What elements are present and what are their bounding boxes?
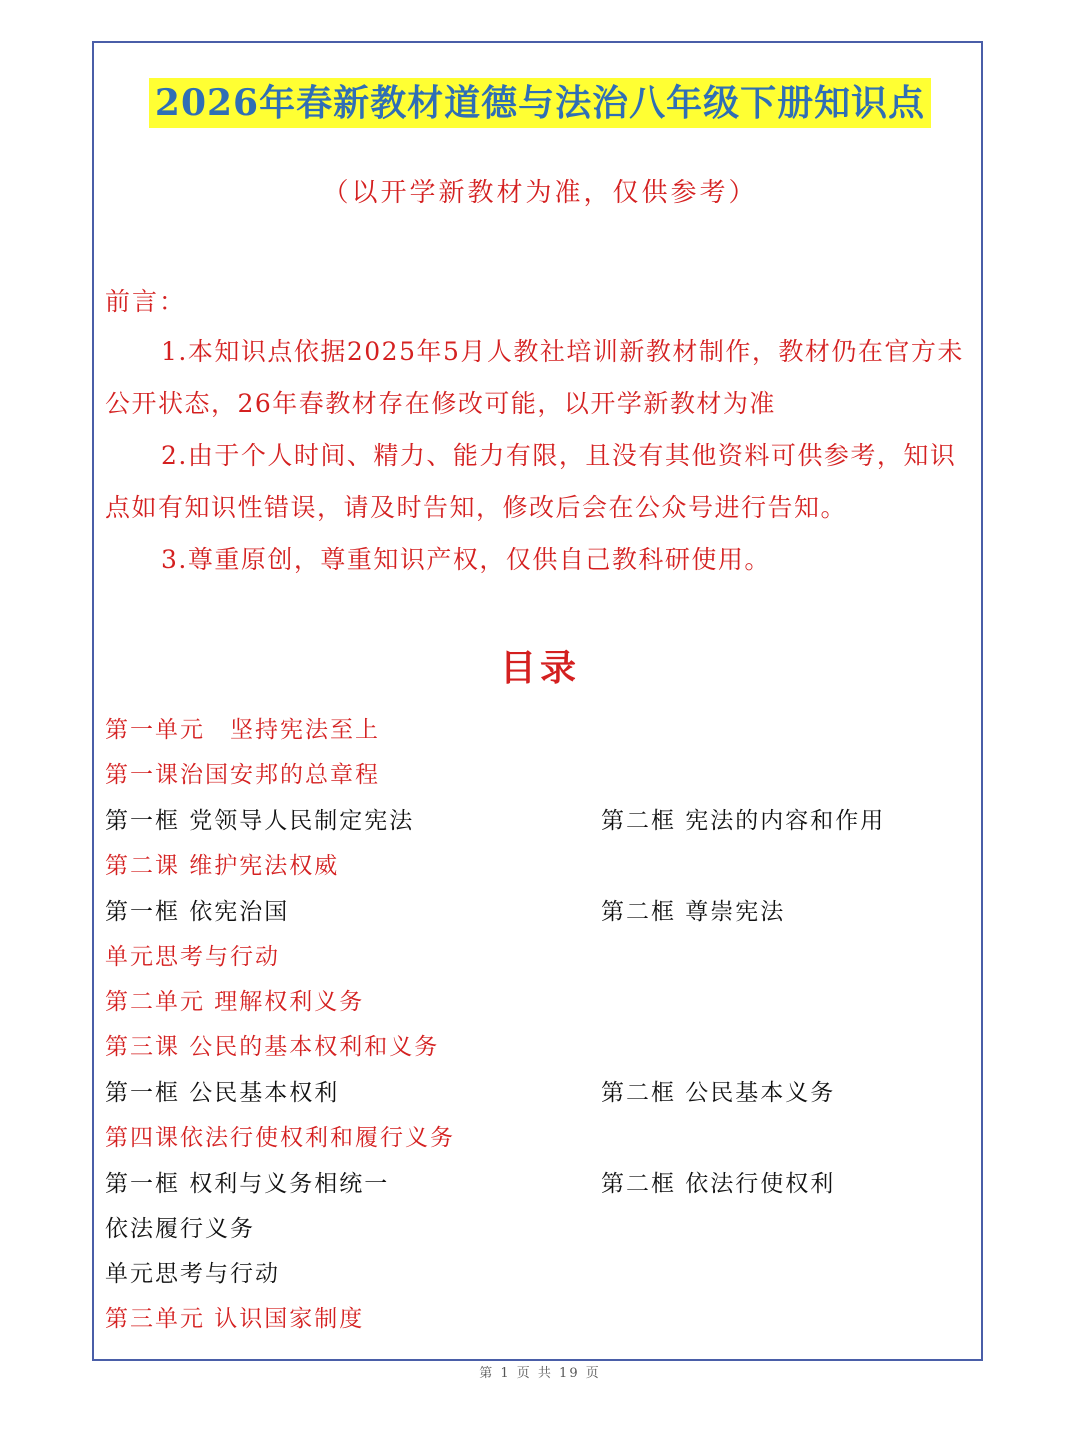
toc-unit-3: 第三单元 认识国家制度 [105,1306,365,1332]
preface-body [105,326,975,586]
toc-lesson-4: 第四课依法行使权利和履行义务 [105,1125,455,1151]
toc-lesson-2-frame-2: 第二框 尊崇宪法 [601,899,786,925]
toc-unit-1-review: 单元思考与行动 [105,944,280,970]
page-title: 2026年春新教材道德与法治八年级下册知识点 [149,78,931,128]
preface-item-2: 2.由于个人时间、精力、能力有限，且没有其他资料可供参考，知识点如有知识性错误，请及时告知，修改后会在公众号进行告知。 [105,441,957,522]
toc-lesson-4-frame-3: 依法履行义务 [105,1216,255,1242]
page-footer: 第 1 页 共 19 页 [479,1366,601,1381]
toc-unit-2-review: 单元思考与行动 [105,1261,280,1287]
toc-unit-2: 第二单元 理解权利义务 [105,989,365,1015]
toc-lesson-3: 第三课 公民的基本权利和义务 [105,1034,440,1060]
toc-lesson-4-frame-2: 第二框 依法行使权利 [601,1171,836,1197]
toc-lesson-2: 第二课 维护宪法权威 [105,853,340,879]
preface-item-3: 3.尊重原创，尊重知识产权，仅供自己教科研使用。 [161,545,771,574]
toc-lesson-3-frame-1: 第一框 公民基本权利 [105,1080,340,1106]
preface-label: 前言： [105,287,187,316]
toc-lesson-4-frame-1: 第一框 权利与义务相统一 [105,1171,390,1197]
subtitle: （以开学新教材为准，仅供参考） [322,178,758,208]
toc-lesson-1-frame-1: 第一框 党领导人民制定宪法 [105,808,415,834]
title-block [0,78,1080,128]
toc-unit-1: 第一单元 坚持宪法至上 [105,717,380,743]
toc-lesson-2-frame-1: 第一框 依宪治国 [105,899,290,925]
page-frame [92,41,983,1361]
preface-item-1: 1.本知识点依据2025年5月人教社培训新教材制作，教材仍在官方未公开状态，26年春教材存在修改可能，以开学新教材为准 [105,337,964,418]
toc-lesson-1-frame-2: 第二框 宪法的内容和作用 [601,808,886,834]
toc-lesson-1: 第一课治国安邦的总章程 [105,762,380,788]
toc-heading: 目录 [499,647,580,689]
toc-lesson-3-frame-2: 第二框 公民基本义务 [601,1080,836,1106]
